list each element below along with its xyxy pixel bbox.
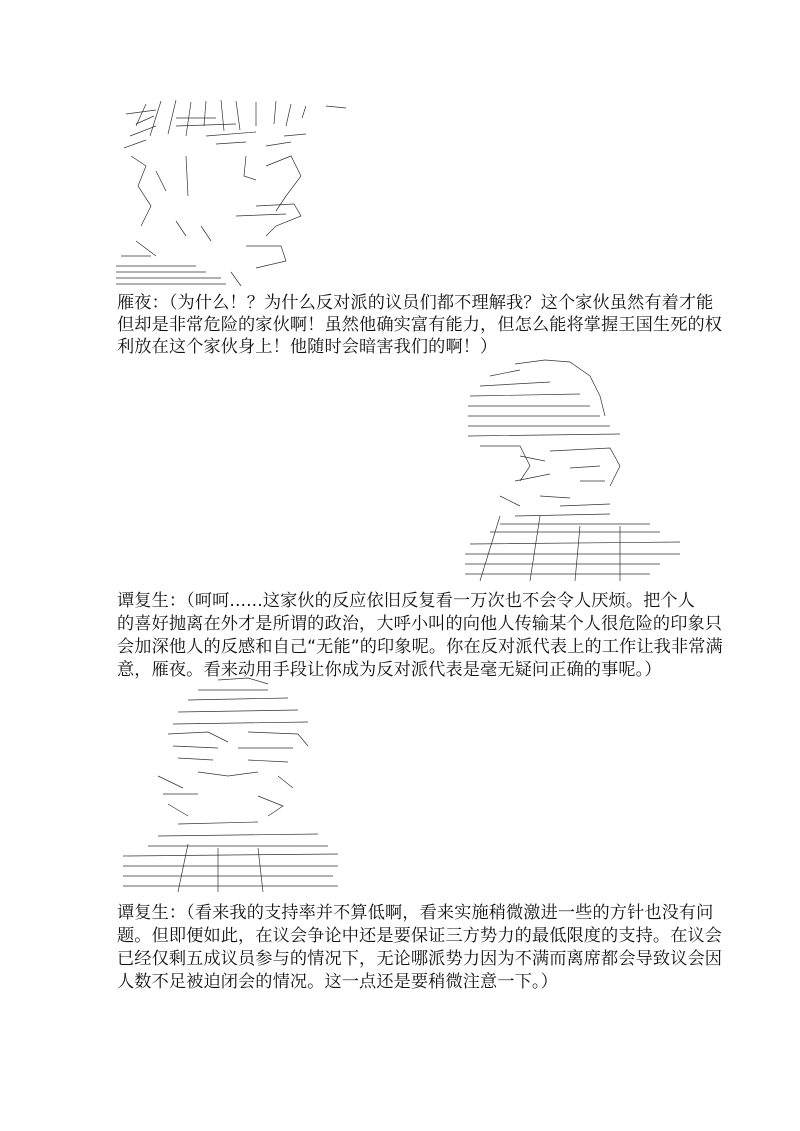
dialogue-line: 但却是非常危险的家伙啊！虽然他确实富有能力，但怎么能将掌握王国生死的权 <box>117 315 723 335</box>
dialogue-line: 题。但即便如此，在议会争论中还是要保证三方势力的最低限度的支持。在议会 <box>117 926 723 946</box>
dialogue-line: 会加深他人的反感和自己“无能”的印象呢。你在反对派代表上的工作让我非常满 <box>117 637 723 657</box>
dialogue-line: 的喜好抛离在外才是所谓的政治，大呼小叫的向他人传输某个人很危险的印象只 <box>117 614 723 634</box>
dialogue-line: 意，雁夜。看来动用手段让你成为反对派代表是毫无疑问正确的事呢。） <box>117 660 662 680</box>
dialogue-line: 雁夜：（为什么！？为什么反对派的议员们都不理解我？这个家伙虽然有着才能 <box>117 293 714 313</box>
dialogue-line: 谭复生：（呵呵......这家伙的反应依旧反复看一万次也不会令人厌烦。把个人 <box>117 591 695 611</box>
dialogue-line: 谭复生：（看来我的支持率并不算低啊，看来实施稍微激进一些的方针也没有问 <box>117 903 714 923</box>
ascii-art-kariya <box>116 96 356 288</box>
dialogue-line: 人数不足被迫闭会的情况。这一点还是要稍微注意一下。） <box>117 972 558 992</box>
dialogue-line: 利放在这个家伙身上！他随时会暗害我们的啊！） <box>117 337 498 357</box>
dialogue-line: 已经仅剩五成议员参与的情况下，无论哪派势力因为不满而离席都会导致议会因 <box>117 949 723 969</box>
ascii-art-tan-fusheng-2 <box>118 676 343 894</box>
ascii-art-tan-fusheng <box>460 356 685 584</box>
